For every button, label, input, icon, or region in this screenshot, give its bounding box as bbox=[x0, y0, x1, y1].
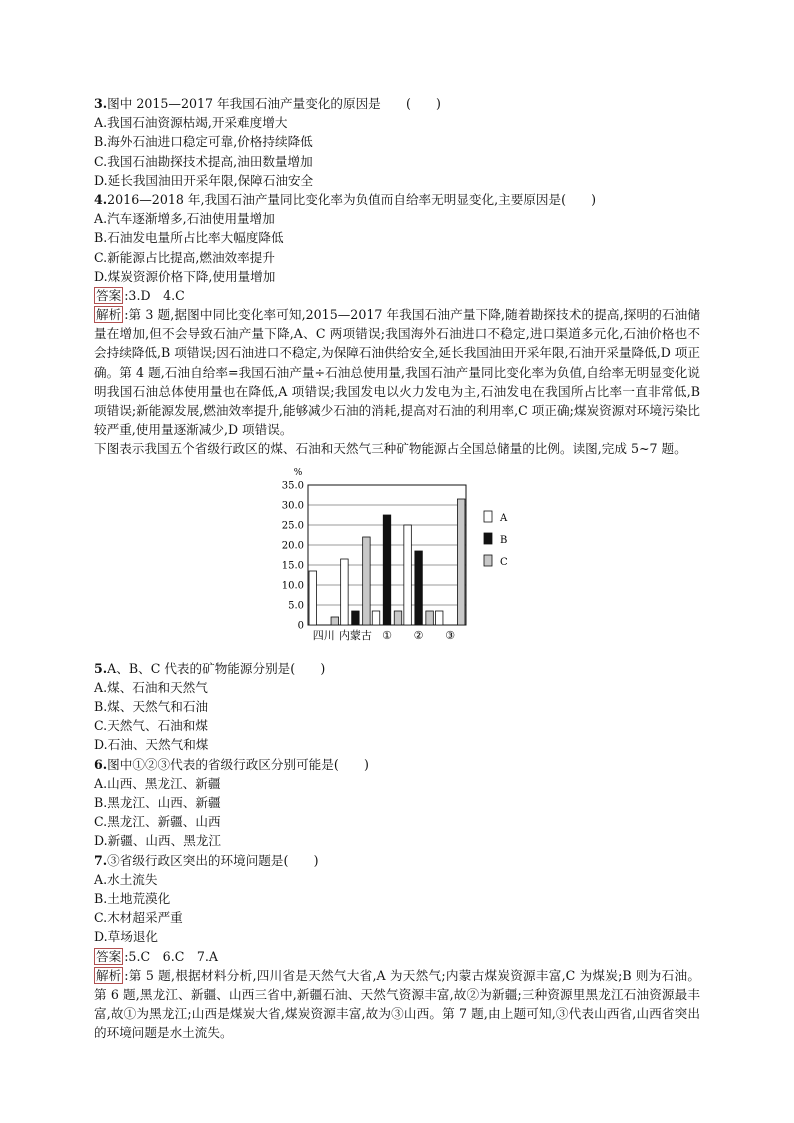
legend-swatch-a bbox=[484, 511, 492, 522]
option-a: A.山西、黑龙江、新疆 bbox=[94, 775, 221, 791]
explanation-text: :第 5 题,根据材料分析,四川省是天然气大省,A 为天然气;内蒙古煤炭资源丰富,C 为煤炭;B 则为石油。第 6 题,黑龙江、新疆、山西三省中,新疆石油、天然气资源丰富,故②为新疆;三种资源里黑龙江石油资源最丰富,故①为黑龙江;山西是煤炭大省,煤炭资源丰富,故为③山西。第 7 题,由上题可知,③代表山西省,山西省突出的环境问题是水土流失。 bbox=[94, 967, 700, 1041]
answer-tag: 答案 bbox=[96, 287, 122, 303]
question-5 bbox=[94, 659, 700, 755]
y-tick-label: 15.0 bbox=[281, 560, 304, 572]
y-tick-label: 5.0 bbox=[288, 600, 304, 612]
bar-c bbox=[426, 611, 434, 625]
bar-c bbox=[394, 611, 402, 625]
y-tick-label: 35.0 bbox=[281, 480, 304, 492]
option-a: A.我国石油资源枯竭,开采难度增大 bbox=[94, 115, 288, 131]
bar-c bbox=[331, 617, 339, 625]
answer-line-2 bbox=[94, 947, 700, 966]
y-tick-label: 20.0 bbox=[281, 540, 304, 552]
explanation-tag: 解析 bbox=[96, 967, 122, 983]
explanation-2 bbox=[94, 966, 700, 1043]
bar-a bbox=[372, 611, 380, 625]
option-c: C.天然气、石油和煤 bbox=[94, 718, 208, 734]
question-number: 3. bbox=[94, 96, 108, 111]
x-category-label: ③ bbox=[445, 628, 456, 642]
legend-label-c: C bbox=[500, 556, 508, 568]
y-tick-label: 0 bbox=[297, 620, 304, 632]
explanation-text: :第 3 题,据图中同比变化率可知,2015—2017 年我国石油产量下降,随着勘探技术的提高,探明的石油储量在增加,但不会导致石油产量下降,A、C 两项错误;我国海外石油进口不稳定,进口渠道多元化,石油价格也不会持续降低,B 项错误;因石油进口不稳定,为保障石油供给安全,延长我国油田开采年限,石油开采量降低,D 项正确。第 4 题,石油自给率=我国石油产量÷石油总使用量,我国石油产量同比变化率为负值,自给率无明显变化说明我国石油总体使用量也在降低,A 项错误;我国发电以火力发电为主,石油发电在我国所占比率一直非常低,B 项错误;新能源发展,燃油效率提升,能够减少石油的消耗,提高对石油的利用率,C 项正确;煤炭资源对环境污染比较严重,使用量逐渐减少,D 项错误。 bbox=[94, 307, 700, 438]
question-6 bbox=[94, 755, 700, 851]
bar-a bbox=[435, 611, 443, 625]
option-a: A.水土流失 bbox=[94, 871, 158, 887]
chart-intro: 下图表示我国五个省级行政区的煤、石油和天然气三种矿物能源占全国总储量的比例。读图,完成 5~7 题。 bbox=[94, 441, 687, 457]
bar-b bbox=[352, 611, 360, 625]
x-category-label: ① bbox=[382, 628, 392, 642]
option-b: B.煤、天然气和石油 bbox=[94, 699, 209, 715]
worksheet-page bbox=[94, 94, 700, 1043]
option-a: A.汽车逐渐增多,石油使用量增加 bbox=[94, 211, 275, 227]
y-axis-unit-label: % bbox=[293, 467, 303, 478]
bar-chart-svg bbox=[94, 459, 700, 659]
question-5-stem bbox=[94, 659, 700, 678]
question-number: 6. bbox=[94, 756, 108, 772]
option-a: A.煤、石油和天然气 bbox=[94, 679, 208, 695]
option-c: C.新能源占比提高,燃油效率提升 bbox=[94, 249, 275, 265]
bar-c bbox=[363, 537, 371, 625]
question-3-stem bbox=[94, 94, 700, 113]
question-7-stem bbox=[94, 851, 700, 870]
legend-swatch-c bbox=[484, 555, 492, 566]
bar-b bbox=[383, 515, 391, 625]
x-category-label: 四川 bbox=[312, 628, 335, 642]
bar-b bbox=[415, 551, 423, 625]
question-4 bbox=[94, 190, 700, 286]
option-d: D.新疆、山西、黑龙江 bbox=[94, 833, 221, 849]
question-7 bbox=[94, 851, 700, 947]
option-b: B.土地荒漠化 bbox=[94, 890, 171, 906]
y-tick-label: 25.0 bbox=[281, 520, 304, 532]
explanation-tag: 解析 bbox=[96, 307, 122, 323]
option-b: B.石油发电量所占比率大幅度降低 bbox=[94, 230, 284, 246]
question-text: 2016—2018 年,我国石油产量同比变化率为负值而自给率无明显变化,主要原因是( ) bbox=[107, 191, 597, 207]
question-number: 7. bbox=[94, 852, 108, 868]
option-b: B.海外石油进口稳定可靠,价格持续降低 bbox=[94, 134, 313, 150]
x-category-label: 内蒙古 bbox=[338, 628, 372, 642]
energy-share-chart bbox=[94, 459, 700, 659]
option-d: D.煤炭资源价格下降,使用量增加 bbox=[94, 268, 276, 284]
question-4-stem bbox=[94, 190, 700, 209]
option-b: B.黑龙江、山西、新疆 bbox=[94, 795, 221, 810]
answer-text: :5.C 6.C 7.A bbox=[124, 948, 219, 964]
question-text: A、B、C 代表的矿物能源分别是( ) bbox=[107, 660, 326, 676]
answer-tag: 答案 bbox=[96, 948, 122, 964]
bar-c bbox=[457, 499, 465, 625]
question-number: 5. bbox=[94, 660, 108, 676]
option-c: C.我国石油勘探技术提高,油田数量增加 bbox=[94, 153, 313, 169]
legend-swatch-b bbox=[484, 533, 492, 544]
bar-a bbox=[404, 525, 412, 625]
x-category-label: ② bbox=[413, 628, 424, 642]
question-text: ③省级行政区突出的环境问题是( ) bbox=[107, 852, 319, 868]
option-c: C.黑龙江、新疆、山西 bbox=[94, 814, 221, 830]
question-6-stem bbox=[94, 755, 700, 774]
explanation-1 bbox=[94, 305, 700, 439]
y-tick-label: 10.0 bbox=[281, 580, 304, 592]
y-tick-label: 30.0 bbox=[281, 500, 304, 512]
option-d: D.石油、天然气和煤 bbox=[94, 737, 209, 753]
option-d: D.延长我国油田开采年限,保障石油安全 bbox=[94, 172, 314, 188]
legend-label-b: B bbox=[500, 534, 508, 546]
question-text: 图中①②③代表的省级行政区分别可能是( ) bbox=[107, 756, 369, 772]
answer-line-1 bbox=[94, 286, 700, 305]
question-number: 4. bbox=[94, 191, 108, 207]
option-d: D.草场退化 bbox=[94, 929, 159, 945]
question-3 bbox=[94, 94, 700, 190]
question-text: 图中 2015—2017 年我国石油产量变化的原因是 ( ) bbox=[107, 96, 441, 111]
bar-a bbox=[341, 559, 349, 625]
option-c: C.木材超采严重 bbox=[94, 910, 183, 926]
legend-label-a: A bbox=[500, 512, 508, 524]
answer-text: :3.D 4.C bbox=[124, 287, 185, 303]
bar-a bbox=[309, 571, 317, 625]
